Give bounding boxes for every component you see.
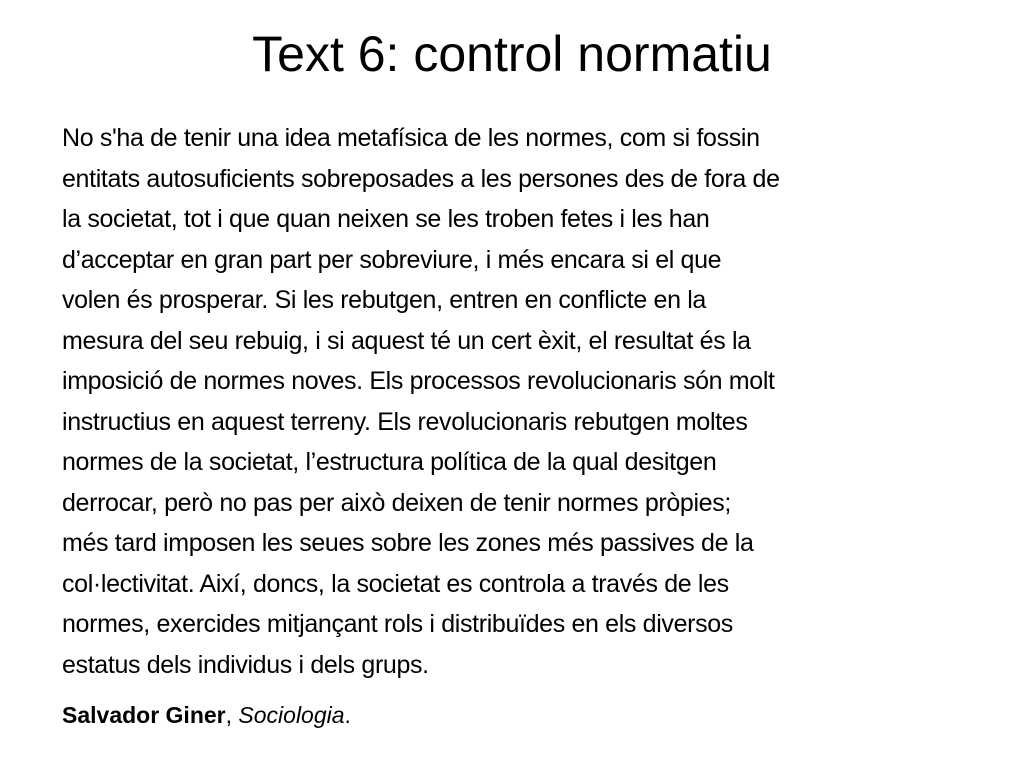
body-line: d’acceptar en gran part per sobreviure, i més encara si el que [62,245,722,274]
citation-separator: , [225,702,239,728]
body-line: entitats autosuficients sobreposades a les persones des de fora de [62,164,780,193]
body-line: No s'ha de tenir una idea metafísica de les normes, com si fossin [62,124,760,152]
body-line: la societat, tot i que quan neixen se les troben fetes i les han [62,205,710,233]
body-line: instructius en aquest terreny. Els revolucionaris rebutgen moltes [62,407,748,436]
slide-title: Text 6: control normatiu [252,26,772,82]
body-line: mesura del seu rebuig, i si aquest té un cert èxit, el resultat és la [62,326,751,355]
body-line: normes, exercides mitjançant rols i distribuïdes en els diversos [62,610,733,638]
body-line: estatus dels individus i dels grups. [62,650,429,679]
citation-work: Sociologia [238,702,345,728]
body-line: derrocar, però no pas per això deixen de tenir normes pròpies; [62,488,731,517]
citation-end: . [344,702,351,728]
body-paragraph [62,118,992,685]
body-line: col·lectivitat. Així, doncs, la societat es controla a través de les [62,569,729,598]
body-line: imposició de normes noves. Els processos revolucionaris són molt [62,367,775,395]
body-line: volen és prosperar. Si les rebutgen, entren en conflicte en la [62,286,706,314]
citation [62,697,351,733]
citation-author: Salvador Giner [62,702,226,728]
body-line: més tard imposen les seues sobre les zones més passives de la [62,529,754,557]
body-line: normes de la societat, l’estructura política de la qual desitgen [62,448,717,476]
